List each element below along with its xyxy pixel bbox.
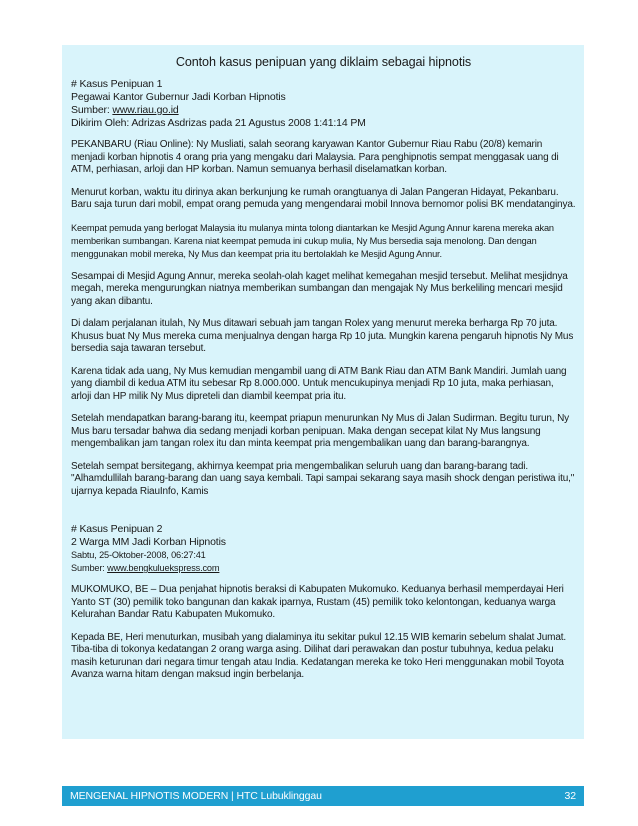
case-2-paragraph: Kepada BE, Heri menuturkan, musibah yang dialaminya itu sekitar pukul 12.15 WIB kemarin sebelum shalat Jumat. Tiba-tiba di tokonya kedatangan 2 orang warga asing. Dilihat dari perawakan dan postur tubuhnya, kedua pelaku masih keturunan dari negara timur tengah atau India. Kedatangan mereka ke toko Heri menggunakan mobil Toyota Avanza warna hitam dengan maksud ingin berbelanja. bbox=[71, 631, 567, 680]
footer-title: MENGENAL HIPNOTIS MODERN | HTC Lubuklinggau bbox=[70, 790, 322, 802]
case-1-paragraph: Setelah sempat bersitegang, akhirnya keempat pria mengembalikan seluruh uang dan barang-barang tadi. "Alhamdullilah barang-barang dan uang saya kembali. Tapi sampai sekarang saya masih shock dengan peristiwa itu," ujarnya kepada RiauInfo, Kamis bbox=[71, 460, 575, 497]
case-2-number: # Kasus Penipuan 2 bbox=[71, 523, 163, 535]
source-label: Sumber: bbox=[71, 104, 113, 116]
case-2 bbox=[71, 523, 576, 682]
content-box bbox=[62, 45, 584, 739]
case-2-paragraph: MUKOMUKO, BE – Dua penjahat hipnotis beraksi di Kabupaten Mukomuko. Keduanya berhasil memperdayai Heri Yanto ST (30) pemilik toko bangunan dan kakak iparnya, Rustam (45) pemilik toko kelontongan, keduanya warga Kelurahan Bandar Ratu Kabupaten Mukomuko. bbox=[71, 584, 564, 620]
case-1-paragraph: Sesampai di Mesjid Agung Annur, mereka seolah-olah kaget melihat kemegahan mesjid tersebut. Melihat mesjidnya megah, mereka mengurungkan niatnya memberikan sumbangan dan mengajak Ny Mus berkeliling mencari mesjid yang akan dibantu. bbox=[71, 270, 568, 307]
page-footer bbox=[62, 786, 584, 806]
case-1-source bbox=[71, 104, 576, 117]
source-link[interactable]: www.riau.go.id bbox=[112, 104, 179, 116]
case-1-paragraph: PEKANBARU (Riau Online): Ny Musliati, salah seorang karyawan Kantor Gubernur Riau Rabu (20/8) kemarin menjadi korban hipnotis 4 orang pria yang mengaku dari Malaysia. Para penghipnotis sempat menggasak uang di ATM, perhiasan, arloji dan HP korban. Namun semuanya berhasil diselamatkan korban. bbox=[71, 139, 559, 175]
case-1-paragraph: Menurut korban, waktu itu dirinya akan berkunjung ke rumah orangtuanya di Jalan Pangeran Hidayat, Pekanbaru. Baru saja turun dari mobil, empat orang pemuda yang mengendarai mobil Innova bernomor polisi BK mendatanginya. bbox=[71, 186, 576, 210]
source-label: Sumber: bbox=[71, 563, 108, 573]
source-link[interactable]: www.bengkuluekspress.com bbox=[107, 563, 220, 573]
case-1-paragraph: Karena tidak ada uang, Ny Mus kemudian mengambil uang di ATM Bank Riau dan ATM Bank Mandiri. Jumlah uang yang diambil di kedua ATM itu sebesar Rp 8.000.000. Untuk mencukupinya menjadi Rp 10 juta, maka perhiasan, arloji dan HP milik Ny Mus dipreteli dan diambil keempat pria itu. bbox=[71, 365, 567, 402]
case-2-headline: 2 Warga MM Jadi Korban Hipnotis bbox=[71, 536, 226, 548]
case-1-paragraph: Keempat pemuda yang berlogat Malaysia itu mulanya minta tolong diantarkan ke Mesjid Agung Annur karena mereka akan memberikan sumbangan. Karena niat keempat pemuda ini cukup mulia, Ny Mus bersedia saja menolong. Dan dengan menggunakan mobil mereka, Ny Mus dan keempat pria itu bertolaklah ke Mesjid Agung Annur. bbox=[71, 222, 554, 259]
case-1-paragraph: Setelah mendapatkan barang-barang itu, keempat priapun menurunkan Ny Mus di Jalan Sudirman. Begitu turun, Ny Mus baru tersadar bahwa dia sedang menjadi korban penipuan. Maka dengan secepat kilat Ny Mus langsung mengembalikan jam tangan rolex itu dan minta keempat pria mengembalikan uang dan barang-barangnya. bbox=[71, 413, 569, 449]
case-1-posted: Dikirim Oleh: Adrizas Asdrizas pada 21 Agustus 2008 1:41:14 PM bbox=[71, 117, 366, 129]
page-title: Contoh kasus penipuan yang diklaim sebagai hipnotis bbox=[175, 55, 472, 69]
case-2-source bbox=[71, 562, 576, 575]
case-2-date: Sabtu, 25-Oktober-2008, 06:27:41 bbox=[71, 550, 206, 560]
case-1 bbox=[71, 78, 576, 498]
case-1-number: # Kasus Penipuan 1 bbox=[71, 78, 163, 90]
case-1-headline: Pegawai Kantor Gubernur Jadi Korban Hipnotis bbox=[71, 91, 286, 103]
case-1-paragraph: Di dalam perjalanan itulah, Ny Mus ditawari sebuah jam tangan Rolex yang menurut mereka berharga Rp 70 juta. Khusus buat Ny Mus mereka cuma menjualnya dengan harga Rp 10 juta. Mungkin karena pengaruh hipnotis Ny Mus bersedia saja tawaran tersebut. bbox=[71, 318, 574, 354]
page-number: 32 bbox=[564, 790, 576, 802]
